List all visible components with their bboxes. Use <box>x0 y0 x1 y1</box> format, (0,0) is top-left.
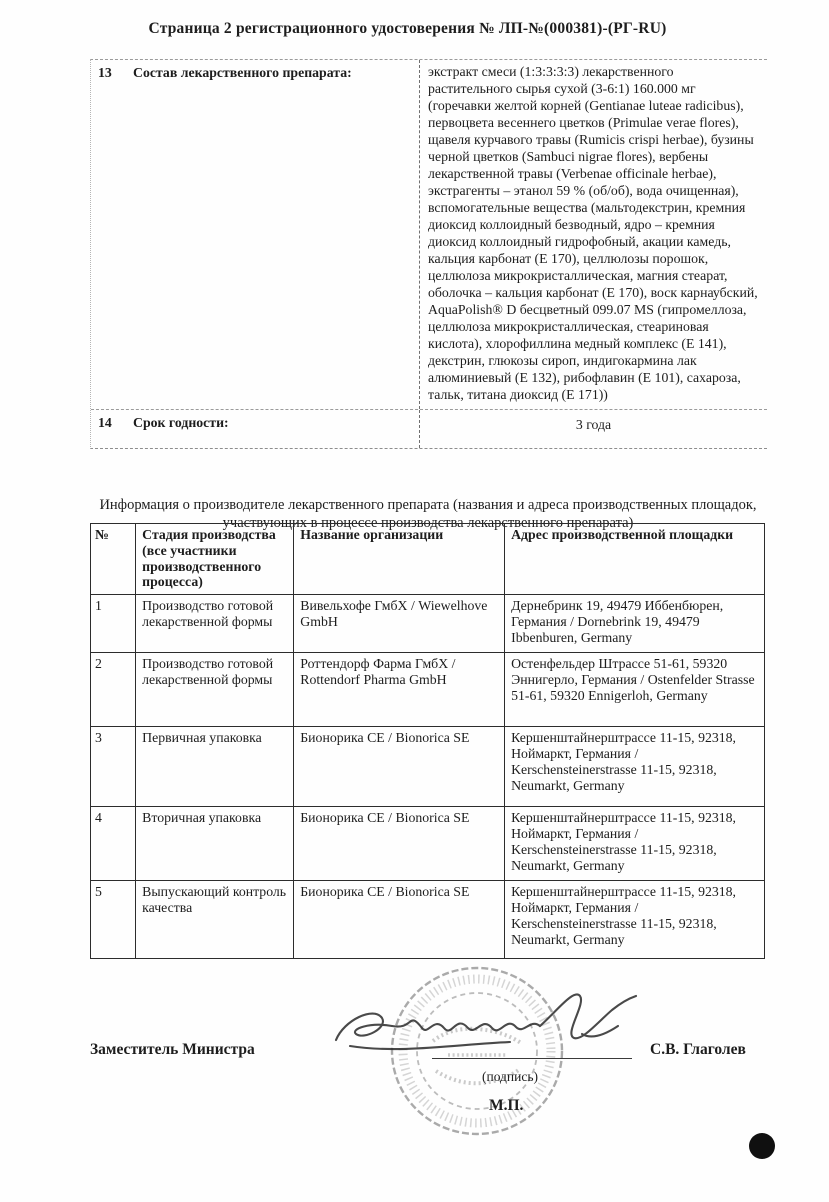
table-row-shelf-life <box>91 409 767 448</box>
cell-stage: Производство готовой лекарственной формы <box>136 653 294 727</box>
shelf-life-value: 3 года <box>419 410 767 448</box>
stamp-place-caption: М.П. <box>489 1097 524 1114</box>
cell-org: Роттендорф Фарма ГмбХ / Rottendorf Pharma GmbH <box>294 653 505 727</box>
cell-stage: Производство готовой лекарственной формы <box>136 595 294 653</box>
manufacturers-table <box>90 523 765 959</box>
signature-line <box>432 1058 632 1059</box>
table-row <box>91 595 765 653</box>
row-number: 13 <box>98 65 112 80</box>
cell-num: 1 <box>91 595 136 653</box>
cell-num: 3 <box>91 727 136 807</box>
cell-addr: Остенфельдер Штрассе 51-61, 59320 Эннигерло, Германия / Ostenfelder Strasse 51-61, 59320 Ennigerloh, Germany <box>505 653 765 727</box>
cell-num: 4 <box>91 807 136 881</box>
signer-name: С.В. Глаголев <box>650 1041 746 1058</box>
cell-org: Бионорика СЕ / Bionorica SE <box>294 727 505 807</box>
table-header-row <box>91 524 765 595</box>
table-row <box>91 727 765 807</box>
header-num: № <box>91 524 136 595</box>
page-title: Страница 2 регистрационного удостоверения № ЛП-№(000381)-(РГ-RU) <box>148 20 667 37</box>
cell-num: 5 <box>91 881 136 959</box>
table-row <box>91 807 765 881</box>
header-stage: Стадия производства (все участники производственного процесса) <box>136 524 294 595</box>
header-addr: Адрес производственной площадки <box>505 524 765 595</box>
cell-stage: Первичная упаковка <box>136 727 294 807</box>
cell-addr: Кершенштайнерштрассе 11-15, 92318, Ноймаркт, Германия / Kerschensteinerstrasse 11-15, 92318, Neumarkt, Germany <box>505 881 765 959</box>
cell-org: Вивельхофе ГмбХ / Wiewelhove GmbH <box>294 595 505 653</box>
header-org: Название организации <box>294 524 505 595</box>
signer-title: Заместитель Министра <box>90 1041 255 1058</box>
table-row <box>91 881 765 959</box>
cell-org: Бионорика СЕ / Bionorica SE <box>294 881 505 959</box>
cell-stage: Выпускающий контроль качества <box>136 881 294 959</box>
cell-stage: Вторичная упаковка <box>136 807 294 881</box>
shelf-life-label: Срок годности: <box>133 415 229 430</box>
drug-details-table <box>90 59 767 449</box>
table-row-composition <box>91 60 767 409</box>
handwritten-signature <box>330 982 642 1074</box>
composition-label: Состав лекарственного препарата: <box>133 65 352 80</box>
scan-hole-dot <box>749 1133 775 1159</box>
cell-num: 2 <box>91 653 136 727</box>
cell-addr: Дернебринк 19, 49479 Иббенбюрен, Германия / Dornebrink 19, 49479 Ibbenburen, Germany <box>505 595 765 653</box>
signature-caption: (подпись) <box>481 1069 539 1084</box>
cell-addr: Кершенштайнерштрассе 11-15, 92318, Ноймаркт, Германия / Kerschensteinerstrasse 11-15, 92318, Neumarkt, Germany <box>505 807 765 881</box>
manufacturer-info-intro: Информация о производителе лекарственного препарата (названия и адреса производственных площадок, участвующих в процессе производства лекарственного препарата) <box>99 497 757 531</box>
cell-addr: Кершенштайнерштрассе 11-15, 92318, Ноймаркт, Германия / Kerschensteinerstrasse 11-15, 92318, Neumarkt, Germany <box>505 727 765 807</box>
composition-value: экстракт смеси (1:3:3:3:3) лекарственного растительного сырья сухой (3-6:1) 160.000 мг (горечавки желтой корней (Gentianae luteae radicibus), первоцвета весеннего цветков (Primulae verae flores), щавеля курчавого травы (Rumicis crispi herbae), бузины черной цветков (Sambuci nigrae flores), вербены лекарственной травы (Verbenae officinale herbae), экстрагенты – этанол 59 % (об/об), вода очищенная), вспомогательные вещества (мальтодекстрин, кремния диоксид коллоидный безводный, ядро – кремния диоксид коллоидный гидрофобный, акации камедь, кальция карбонат (Е 170), целлюлозы порошок, целлюлоза микрокристаллическая, магния стеарат, оболочка – кальция карбонат (Е 170), воск карнаубский, AquaPolish® D бесцветный 099.07 MS (гипромеллоза, целлюлоза микрокристаллическая, стеариновая кислота), хлорофиллина медный комплекс (Е 141), декстрин, глюкозы сироп, индигокармина лак алюминиевый (Е 132), рибофлавин (Е 101), сахароза, тальк, титана диоксид (Е 171)) <box>419 60 767 409</box>
row-number: 14 <box>98 415 112 430</box>
cell-org: Бионорика СЕ / Bionorica SE <box>294 807 505 881</box>
table-row <box>91 653 765 727</box>
